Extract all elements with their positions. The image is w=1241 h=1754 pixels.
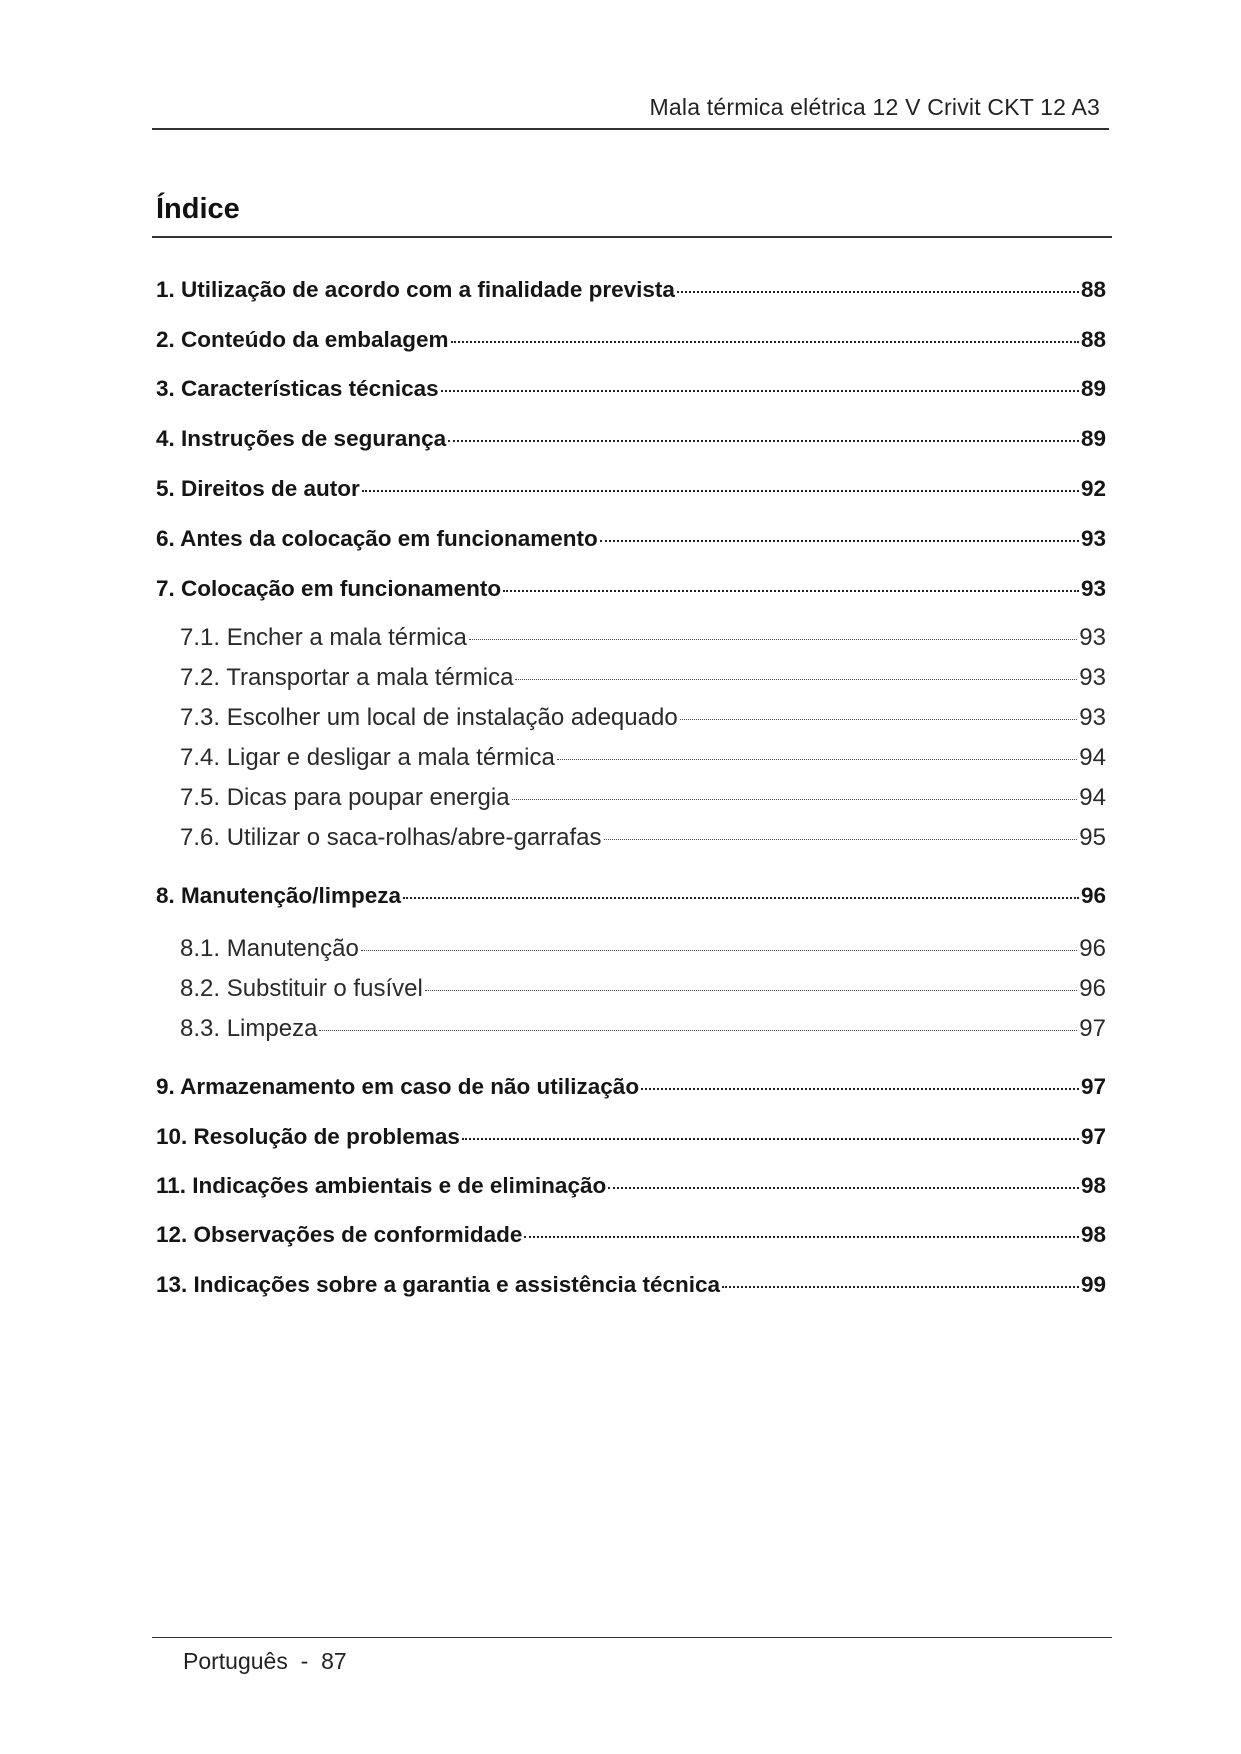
toc-entry-label: 8. Manutenção/limpeza: [156, 883, 402, 908]
toc-subentry-label: 8.2. Substituir o fusível: [180, 975, 423, 1002]
toc-entry-label: 12. Observações de conformidade: [156, 1222, 523, 1247]
toc-entry-label: 1. Utilização de acordo com a finalidade prevista: [156, 277, 675, 302]
dot-leader: [512, 799, 1078, 800]
dot-leader: [448, 440, 1079, 442]
toc-subentry-label: 7.6. Utilizar o saca-rolhas/abre-garrafas: [180, 824, 602, 851]
toc-subentry[interactable]: [180, 975, 1106, 1003]
toc-entry[interactable]: [156, 526, 1106, 552]
dot-leader: [462, 1138, 1079, 1140]
dot-leader: [608, 1187, 1079, 1189]
toc-entry-label: 11. Indicações ambientais e de eliminação: [156, 1173, 607, 1198]
toc-entry-label: 4. Instruções de segurança: [156, 426, 447, 451]
toc-subentry[interactable]: [180, 935, 1106, 963]
page-footer: Português - 87: [183, 1648, 347, 1674]
dot-leader: [677, 291, 1079, 293]
index-heading: Índice: [156, 193, 240, 225]
toc-entry-page: 89: [1080, 426, 1106, 451]
dot-leader: [403, 897, 1079, 899]
toc-entry-page: 98: [1080, 1222, 1106, 1247]
toc-entry-label: 7. Colocação em funcionamento: [156, 576, 502, 601]
toc-entry[interactable]: [156, 426, 1106, 452]
toc-entry[interactable]: [156, 327, 1106, 353]
toc-subentry-label: 8.3. Limpeza: [180, 1015, 318, 1042]
toc-entry-page: 96: [1080, 883, 1106, 908]
toc-subentry-page: 96: [1079, 935, 1106, 962]
heading-rule: [152, 236, 1112, 238]
toc-entry[interactable]: [156, 1272, 1106, 1298]
dot-leader: [441, 390, 1079, 392]
dot-leader: [451, 341, 1079, 343]
toc-entry-page: 97: [1080, 1124, 1106, 1149]
running-header-title: Mala térmica elétrica 12 V Crivit CKT 12 A3: [649, 94, 1100, 120]
toc-subentry[interactable]: [180, 624, 1106, 652]
toc-entry[interactable]: [156, 277, 1106, 303]
toc-subentry[interactable]: [180, 824, 1106, 852]
toc-entry-label: 3. Características técnicas: [156, 376, 439, 401]
dot-leader: [515, 679, 1077, 680]
dot-leader: [319, 1030, 1077, 1031]
dot-leader: [469, 639, 1078, 640]
toc-entry[interactable]: [156, 1222, 1106, 1248]
toc-entry-label: 6. Antes da colocação em funcionamento: [156, 526, 598, 551]
toc-subentry-label: 7.5. Dicas para poupar energia: [180, 784, 510, 811]
toc-entry[interactable]: [156, 376, 1106, 402]
toc-entry[interactable]: [156, 476, 1106, 502]
dot-leader: [425, 990, 1078, 991]
toc-entry-label: 5. Direitos de autor: [156, 476, 360, 501]
toc-subentry-page: 93: [1079, 704, 1106, 731]
toc-entry[interactable]: [156, 883, 1106, 909]
dot-leader: [600, 540, 1079, 542]
toc-subentry[interactable]: [180, 744, 1106, 772]
toc-entry[interactable]: [156, 1074, 1106, 1100]
toc-subentry-page: 95: [1079, 824, 1106, 851]
toc-subentry-label: 7.2. Transportar a mala térmica: [180, 664, 514, 691]
toc-subentry-page: 93: [1079, 664, 1106, 691]
toc-entry-page: 88: [1080, 327, 1106, 352]
toc-entry-page: 89: [1080, 376, 1106, 401]
toc-entry-label: 13. Indicações sobre a garantia e assistência técnica: [156, 1272, 721, 1297]
dot-leader: [361, 950, 1078, 951]
toc-subentry-label: 7.3. Escolher um local de instalação adequado: [180, 704, 678, 731]
dot-leader: [362, 490, 1079, 492]
toc-entry[interactable]: [156, 1173, 1106, 1199]
dot-leader: [604, 839, 1078, 840]
toc-subentry-label: 7.4. Ligar e desligar a mala térmica: [180, 744, 555, 771]
footer-rule: [152, 1637, 1112, 1638]
toc-entry-page: 99: [1080, 1272, 1106, 1297]
dot-leader: [503, 590, 1079, 592]
toc-entry-page: 92: [1080, 476, 1106, 501]
toc-entry-page: 98: [1080, 1173, 1106, 1198]
toc-subentry[interactable]: [180, 1015, 1106, 1043]
toc-entry-label: 2. Conteúdo da embalagem: [156, 327, 449, 352]
dot-leader: [524, 1236, 1079, 1238]
toc-subentry-page: 97: [1079, 1015, 1106, 1042]
dot-leader: [557, 759, 1077, 760]
toc-subentry[interactable]: [180, 704, 1106, 732]
header-rule: [152, 128, 1109, 130]
dot-leader: [641, 1088, 1079, 1090]
toc-subentry-page: 93: [1079, 624, 1106, 651]
toc-subentry-page: 94: [1079, 784, 1106, 811]
toc-entry-page: 93: [1080, 576, 1106, 601]
toc-entry[interactable]: [156, 1124, 1106, 1150]
toc-subentry[interactable]: [180, 664, 1106, 692]
toc-subentry[interactable]: [180, 784, 1106, 812]
dot-leader: [722, 1286, 1079, 1288]
toc-subentry-page: 96: [1079, 975, 1106, 1002]
dot-leader: [680, 719, 1078, 720]
toc-subentry-label: 7.1. Encher a mala térmica: [180, 624, 467, 651]
toc-entry-page: 97: [1080, 1074, 1106, 1099]
toc-entry[interactable]: [156, 576, 1106, 602]
toc-entry-page: 88: [1080, 277, 1106, 302]
toc-entry-label: 9. Armazenamento em caso de não utilização: [156, 1074, 640, 1099]
toc-entry-label: 10. Resolução de problemas: [156, 1124, 460, 1149]
toc-subentry-page: 94: [1079, 744, 1106, 771]
toc-entry-page: 93: [1080, 526, 1106, 551]
toc-subentry-label: 8.1. Manutenção: [180, 935, 359, 962]
